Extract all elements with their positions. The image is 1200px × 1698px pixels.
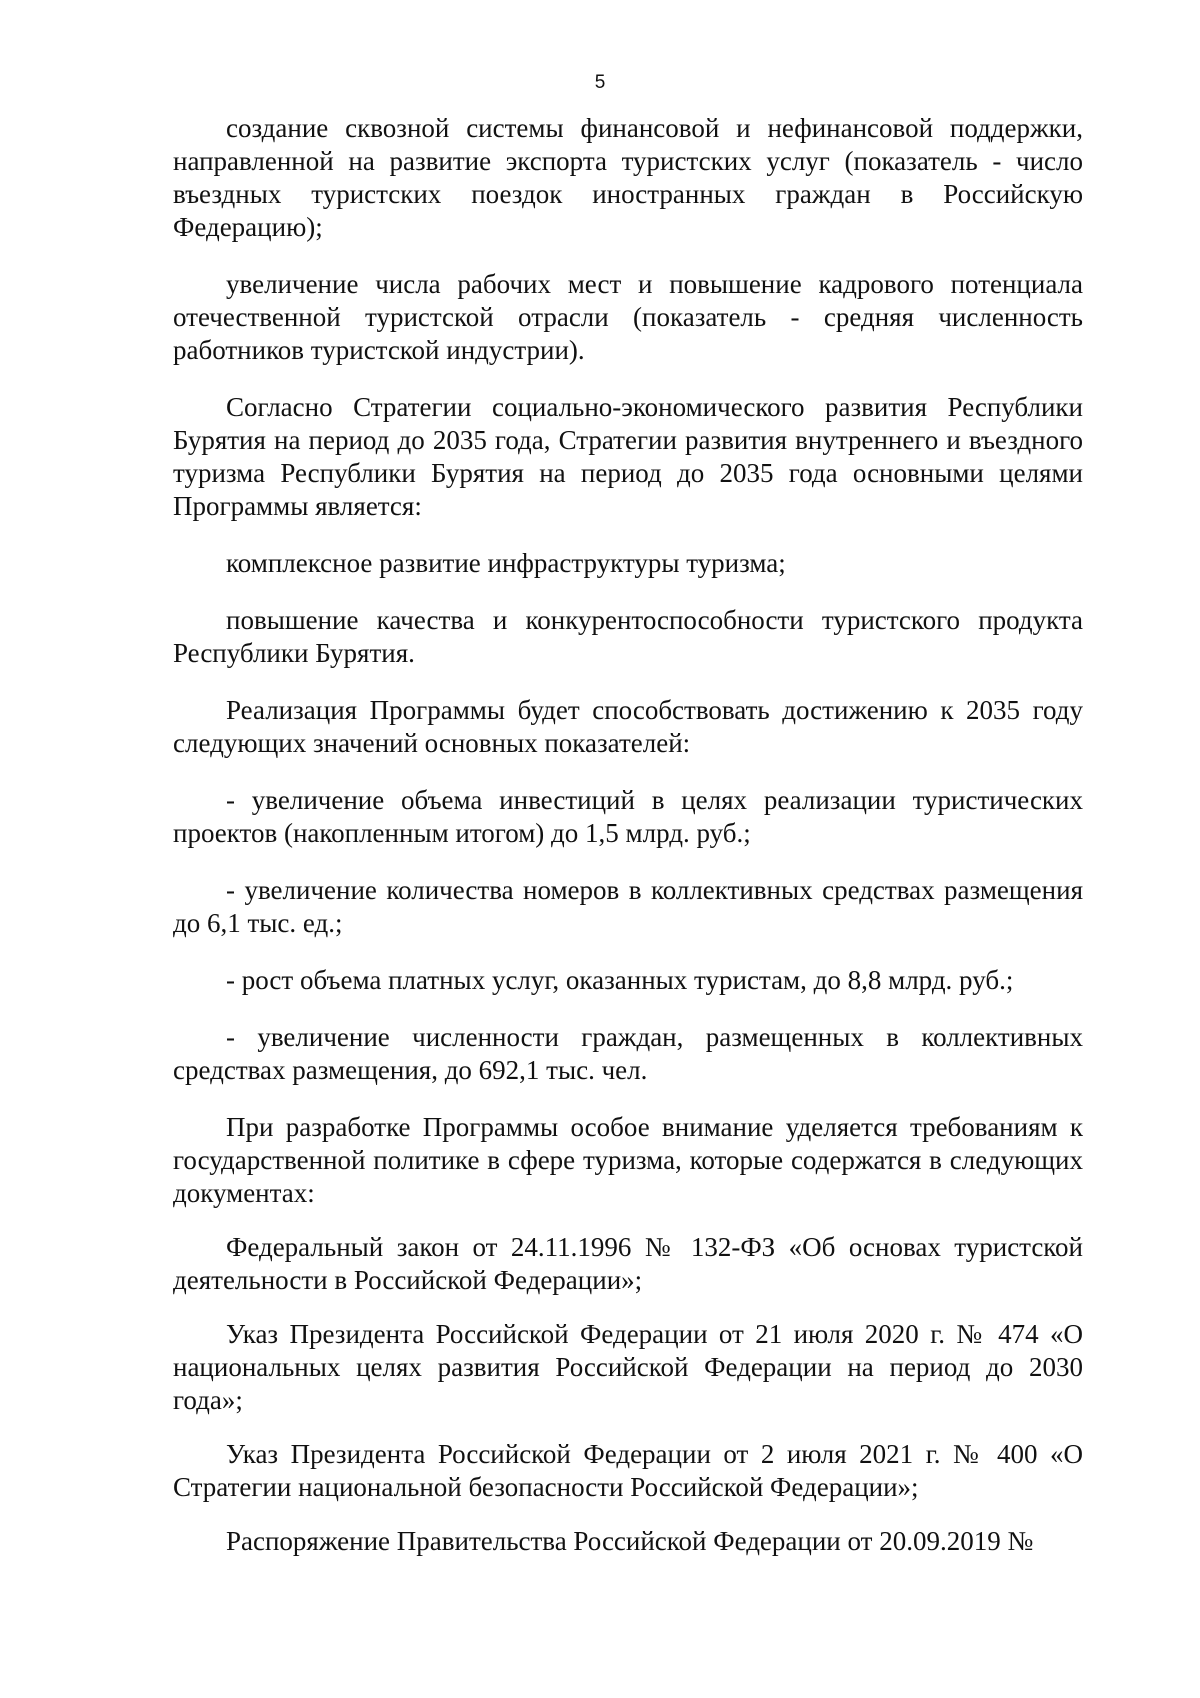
paragraph-guests: - увеличение численности граждан, размещенных в коллективных средствах размещения, до 692,1 тыс. чел.: [173, 1022, 1083, 1085]
document-body: [173, 112, 1083, 1579]
paragraph-investment: - увеличение объема инвестиций в целях реализации туристических проектов (накопленным итогом) до 1,5 млрд. руб.;: [173, 785, 1083, 848]
paragraph-export-support: создание сквозной системы финансовой и нефинансовой поддержки, направленной на развитие экспорта туристских услуг (показатель - число въездных туристских поездок иностранных граждан в Российскую Федерацию);: [173, 113, 1083, 242]
paragraph-jobs: увеличение числа рабочих мест и повышение кадрового потенциала отечественной туристской отрасли (показатель - средняя численность работников туристской индустрии).: [173, 269, 1083, 365]
paragraph-decree-474: Указ Президента Российской Федерации от 21 июля 2020 г. № 474 «О национальных целях развития Российской Федерации на период до 2030 года»;: [173, 1319, 1083, 1415]
paragraph-rooms: - увеличение количества номеров в коллективных средствах размещения до 6,1 тыс. ед.;: [173, 875, 1083, 938]
paragraph-decree-400: Указ Президента Российской Федерации от 2 июля 2021 г. № 400 «О Стратегии национальной безопасности Российской Федерации»;: [173, 1439, 1083, 1502]
paragraph-infrastructure: комплексное развитие инфраструктуры туризма;: [226, 548, 786, 578]
paragraph-federal-law: Федеральный закон от 24.11.1996 № 132-ФЗ «Об основах туристской деятельности в Российской Федерации»;: [173, 1232, 1083, 1295]
page-number: 5: [594, 72, 606, 93]
paragraph-paid-services: - рост объема платных услуг, оказанных туристам, до 8,8 млрд. руб.;: [226, 965, 1014, 995]
paragraph-strategy-goals: Согласно Стратегии социально-экономического развития Республики Бурятия на период до 2035 года, Стратегии развития внутреннего и въездного туризма Республики Бурятия на период до 2035 года основными целями Программы является:: [173, 392, 1083, 521]
paragraph-policy-docs: При разработке Программы особое внимание уделяется требованиям к государственной политике в сфере туризма, которые содержатся в следующих документах:: [173, 1112, 1083, 1208]
paragraph-quality: повышение качества и конкурентоспособности туристского продукта Республики Бурятия.: [173, 605, 1083, 668]
paragraph-indicators-intro: Реализация Программы будет способствовать достижению к 2035 году следующих значений основных показателей:: [173, 695, 1083, 758]
paragraph-government-order: Распоряжение Правительства Российской Федерации от 20.09.2019 №: [226, 1526, 1034, 1556]
